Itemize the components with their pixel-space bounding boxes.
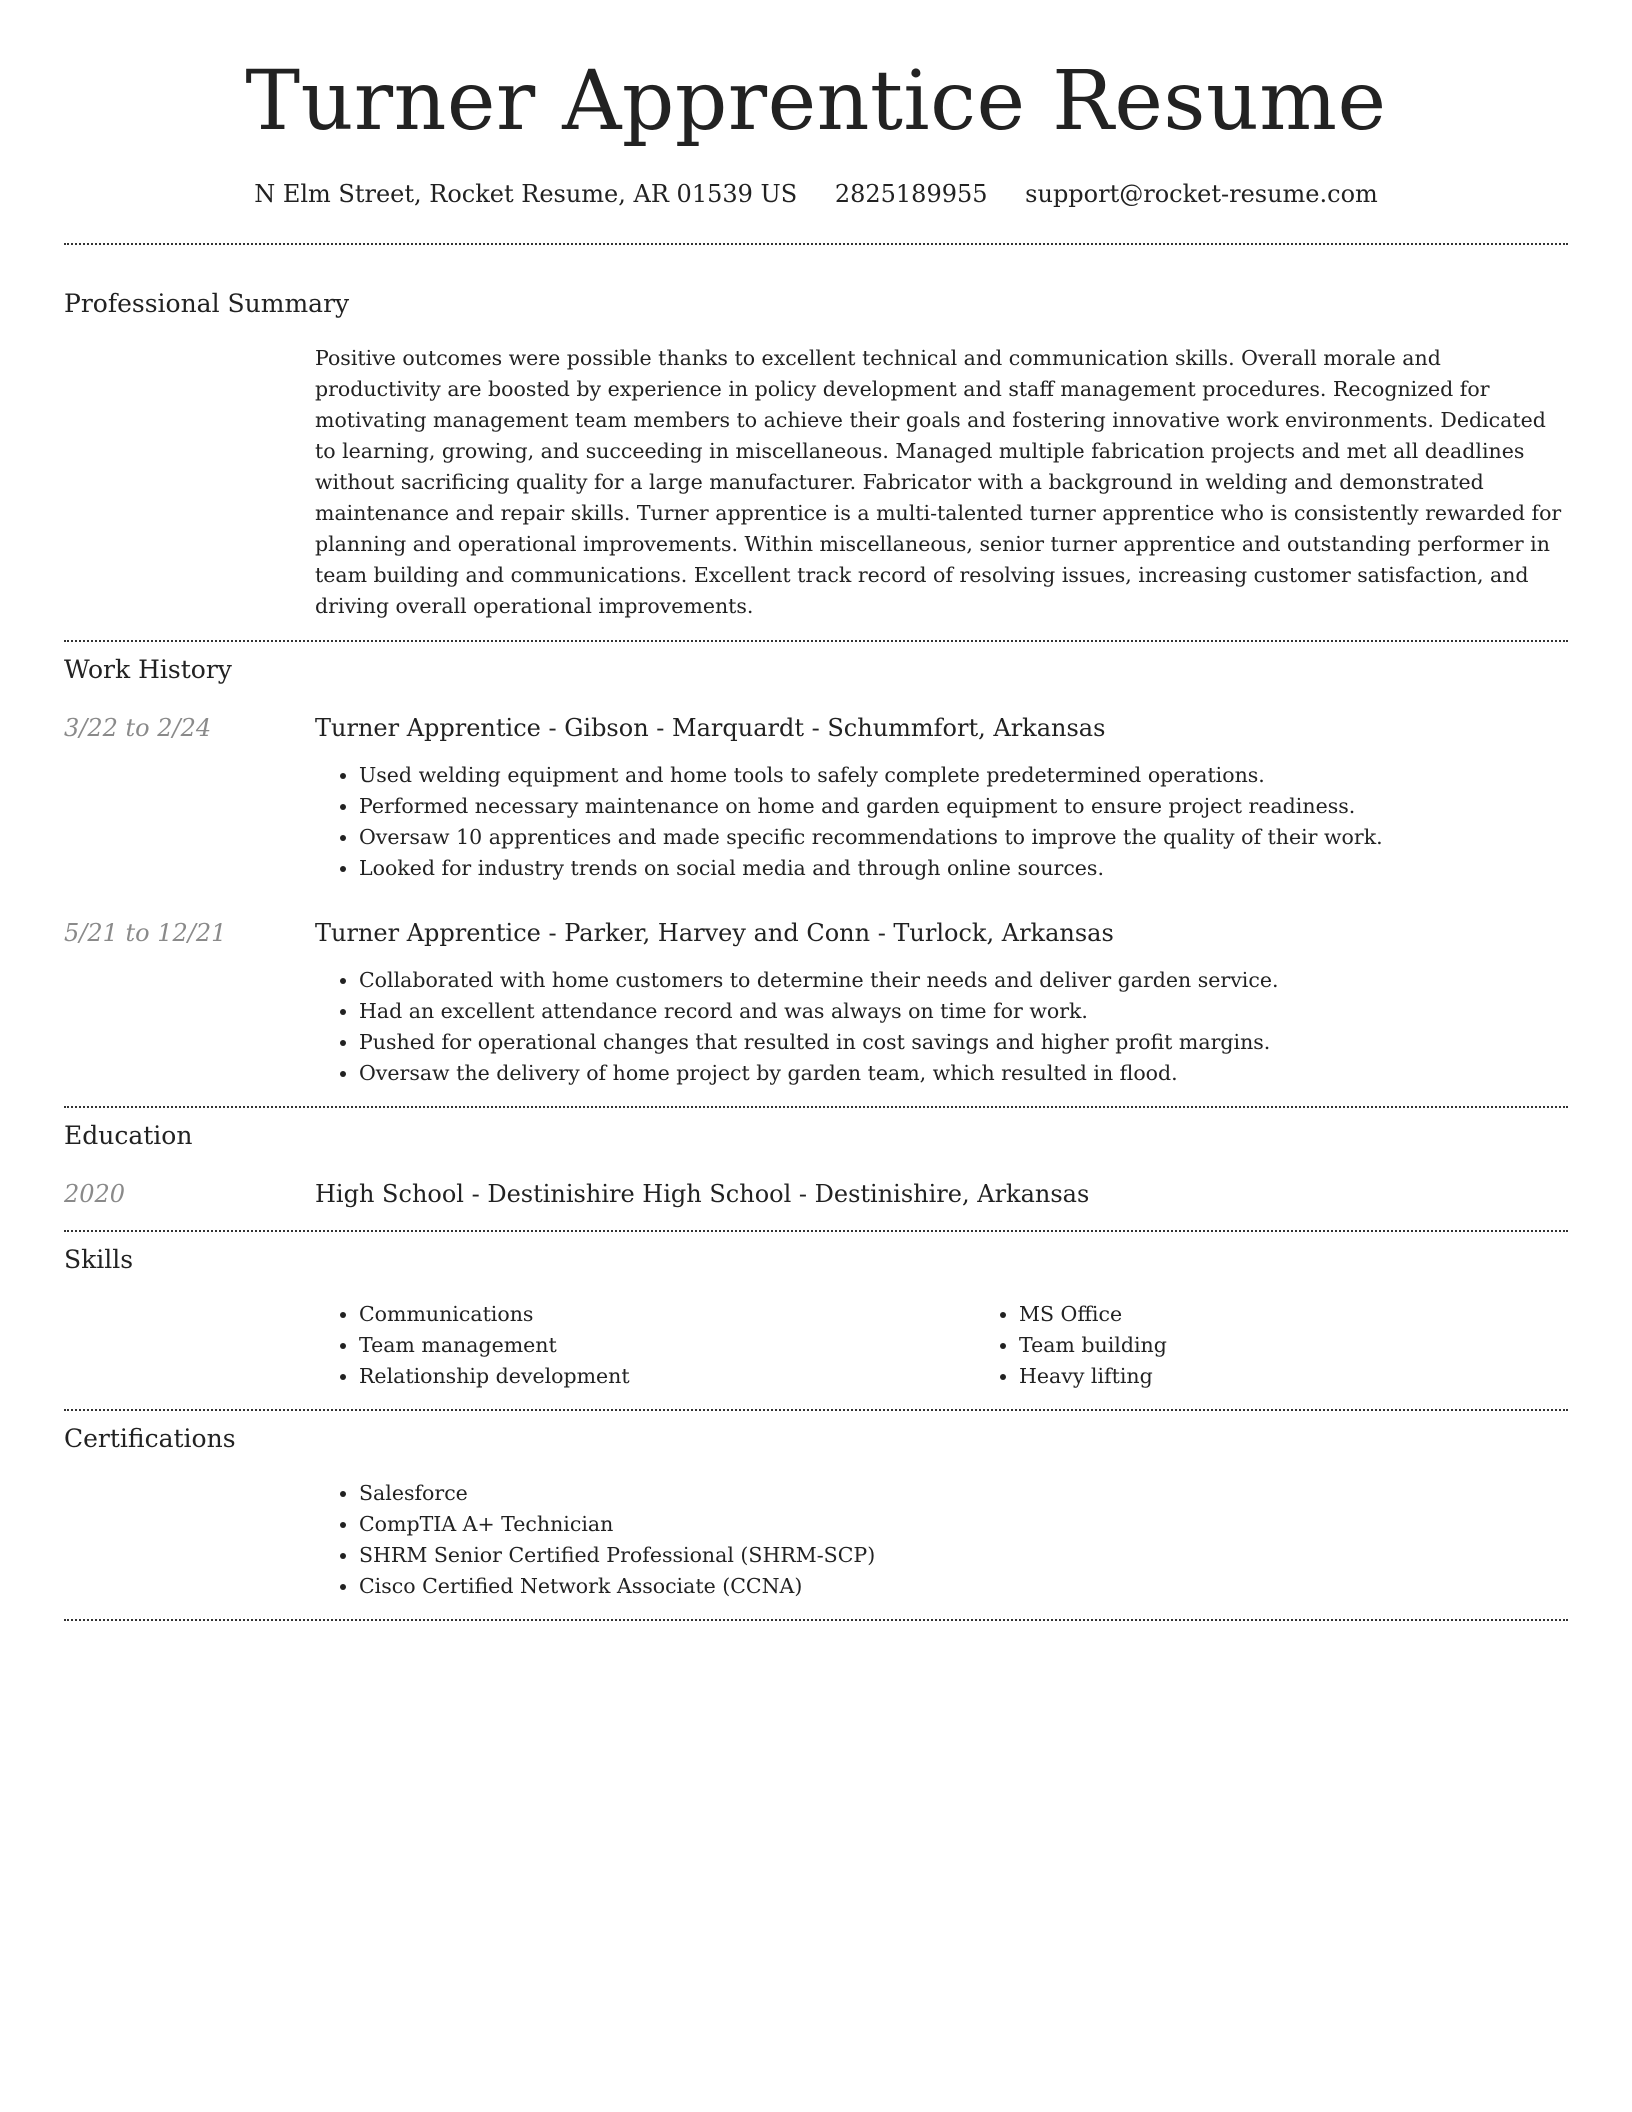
- job-bullets-column: [315, 965, 1568, 1089]
- certifications-row: [64, 1478, 1568, 1602]
- contact-line: [64, 178, 1568, 210]
- job-bullets-row: [64, 760, 1568, 884]
- job-dates: 5/21 to 12/21: [64, 919, 227, 947]
- certifications-column: [315, 1478, 1568, 1602]
- skills-grid: [315, 1299, 1632, 1392]
- certifications-section: [64, 1423, 1568, 1602]
- certifications-list: [315, 1478, 1568, 1602]
- list-item: • Cisco Certified Network Associate (CCNA): [359, 1571, 1568, 1602]
- list-item: • MS Office: [1019, 1299, 1632, 1330]
- skills-spacer: [64, 1299, 315, 1392]
- list-item: • Team management: [359, 1330, 975, 1361]
- job-entry: [64, 712, 1568, 884]
- list-item: • Collaborated with home customers to determine their needs and deliver garden service.: [359, 965, 1568, 996]
- summary-right-column: [315, 343, 1568, 622]
- contact-phone: 2825189955: [834, 180, 988, 208]
- list-item: • SHRM Senior Certified Professional (SHRM-SCP): [359, 1540, 1568, 1571]
- section-heading-work: Work History: [64, 655, 232, 684]
- summary-row: [64, 343, 1568, 622]
- section-heading-certifications: Certifications: [64, 1424, 236, 1453]
- job-entry: [64, 917, 1568, 1089]
- section-heading-education: Education: [64, 1121, 193, 1150]
- education-entry: [64, 1178, 1568, 1210]
- list-item: • Pushed for operational changes that resulted in cost savings and higher profit margins.: [359, 1027, 1568, 1058]
- job-dates: 3/22 to 2/24: [64, 714, 212, 742]
- divider: [64, 1409, 1568, 1411]
- contact-address: N Elm Street, Rocket Resume, AR 01539 US: [254, 180, 798, 208]
- job-title: Turner Apprentice - Gibson - Marquardt - Schummfort, Arkansas: [315, 714, 1106, 742]
- divider: [64, 640, 1568, 642]
- summary-text: Positive outcomes were possible thanks to excellent technical and communication skills. Overall morale and productivity are boosted by experience in policy development and staff management procedures. Recognized for motivating management team members to achieve their goals and fostering innovative work environments. Dedicated to learning, growing, and succeeding in miscellaneous. Managed multiple fabrication projects and met all deadlines without sacrificing quality for a large manufacturer. Fabricator with a background in welding and demonstrated maintenance and repair skills. Turner apprentice is a multi-talented turner apprentice who is consistently rewarded for planning and operational improvements. Within miscellaneous, senior turner apprentice and outstanding performer in team building and communications. Excellent track record of resolving issues, increasing customer satisfaction, and driving overall operational improvements.: [315, 346, 1562, 618]
- job-header-row: [64, 712, 1568, 744]
- divider: [64, 1106, 1568, 1108]
- job-bullets-row: [64, 965, 1568, 1089]
- list-item: • CompTIA A+ Technician: [359, 1509, 1568, 1540]
- summary-section: [64, 288, 1568, 622]
- skills-section: [64, 1244, 1568, 1392]
- skills-row: [64, 1299, 1568, 1392]
- job-bullets-spacer: [64, 965, 315, 1089]
- list-item: • Team building: [1019, 1330, 1632, 1361]
- work-section: [64, 654, 1568, 1089]
- summary-left-column: [64, 343, 315, 622]
- list-item: • Had an excellent attendance record and was always on time for work.: [359, 996, 1568, 1027]
- skills-column-1: [315, 1299, 975, 1392]
- list-item: • Performed necessary maintenance on home and garden equipment to ensure project readiness.: [359, 791, 1568, 822]
- list-item: • Relationship development: [359, 1361, 975, 1392]
- divider: [64, 243, 1568, 245]
- skills-column-2: [975, 1299, 1632, 1392]
- job-title: Turner Apprentice - Parker, Harvey and Conn - Turlock, Arkansas: [315, 919, 1114, 947]
- job-bullets: [315, 965, 1568, 1089]
- list-item: • Heavy lifting: [1019, 1361, 1632, 1392]
- education-year: 2020: [64, 1180, 126, 1208]
- section-heading-skills: Skills: [64, 1245, 134, 1274]
- resume-title: Turner Apprentice Resume: [245, 54, 1387, 149]
- education-section: [64, 1120, 1568, 1210]
- section-heading-summary: Professional Summary: [64, 289, 350, 318]
- job-bullets-spacer: [64, 760, 315, 884]
- divider: [64, 1230, 1568, 1232]
- divider: [64, 1619, 1568, 1621]
- list-item: • Oversaw the delivery of home project by garden team, which resulted in flood.: [359, 1058, 1568, 1089]
- list-item: • Salesforce: [359, 1478, 1568, 1509]
- list-item: • Oversaw 10 apprentices and made specific recommendations to improve the quality of their work.: [359, 822, 1568, 853]
- education-title: High School - Destinishire High School - Destinishire, Arkansas: [315, 1180, 1090, 1208]
- list-item: • Communications: [359, 1299, 975, 1330]
- job-bullets: [315, 760, 1568, 884]
- job-bullets-column: [315, 760, 1568, 884]
- certifications-spacer: [64, 1478, 315, 1602]
- job-header-row: [64, 917, 1568, 949]
- contact-email: support@rocket-resume.com: [1025, 180, 1378, 208]
- list-item: • Looked for industry trends on social media and through online sources.: [359, 853, 1568, 884]
- list-item: • Used welding equipment and home tools to safely complete predetermined operations.: [359, 760, 1568, 791]
